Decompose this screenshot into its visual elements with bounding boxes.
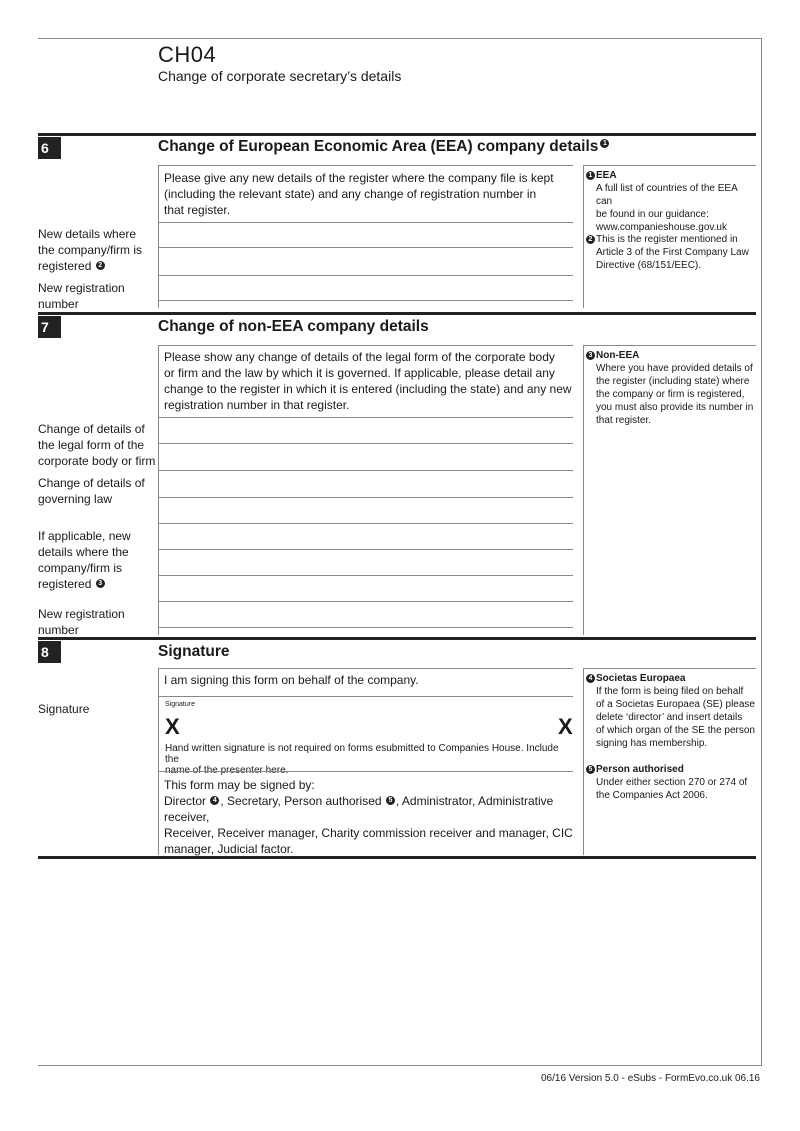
note-marker-3: 3 [96, 579, 105, 588]
guidance-text: Directive (68/151/EEC). [596, 260, 702, 271]
note-marker-1: 1 [600, 139, 609, 148]
note-marker-4: 4 [210, 796, 219, 805]
instruction-line: or firm and the law by which it is governed. If applicable, please detail any [164, 366, 555, 380]
label-line: registered [38, 259, 92, 273]
instruction-line: Please give any new details of the register where the company file is kept [164, 171, 554, 185]
section-6-instruction [164, 170, 554, 218]
label-new-details [38, 226, 156, 274]
label-new-registration-number [38, 606, 156, 638]
guidance-text: be found in our guidance: [596, 209, 709, 220]
guidance-text: of which organ of the SE the person [596, 725, 755, 736]
label-governing-law [38, 475, 156, 507]
guidance-person-authorised [586, 763, 756, 802]
new-details-field-1[interactable] [159, 524, 573, 549]
label-line: New registration [38, 281, 125, 295]
note-marker-5: 5 [386, 796, 395, 805]
new-details-field-3[interactable] [159, 576, 573, 601]
footer-version: 06/16 Version 5.0 - eSubs - FormEvo.co.uk 06.16 [540, 1073, 760, 1084]
section-7-number: 7 [38, 316, 61, 338]
guidance-text: of a Societas Europaea (SE) please [596, 699, 755, 710]
guidance-heading: EEA [596, 170, 617, 181]
guidance-text: If the form is being filed on behalf [596, 686, 744, 697]
form-code: CH04 [158, 42, 217, 67]
section-6-number: 6 [38, 137, 61, 159]
guidance-text: Article 3 of the First Company Law [596, 247, 749, 258]
guidance-text: Under either section 270 or 274 of [596, 777, 748, 788]
label-line: registered [38, 577, 92, 591]
guidance-register [586, 233, 756, 272]
signature-caption: Signature [165, 701, 195, 708]
signature-note-line: Hand written signature is not required on forms esubmitted to Companies House. Include the [165, 743, 559, 765]
guidance-non-eea [586, 349, 756, 427]
instruction-line: (including the relevant state) and any change of registration number in [164, 187, 537, 201]
guidance-number: 3 [586, 351, 595, 360]
label-line: the company/firm is [38, 243, 143, 257]
label-line: New registration [38, 607, 125, 621]
label-line: company/firm is [38, 561, 123, 575]
section-6-title [158, 138, 609, 156]
field-divider [158, 771, 573, 772]
label-line: New details where [38, 227, 137, 241]
guidance-text: signing has membership. [596, 738, 708, 749]
guidance-text: Where you have provided details of [596, 363, 753, 374]
label-line: number [38, 623, 79, 637]
guidance-number: 2 [586, 235, 595, 244]
label-line: corporate body or firm [38, 454, 156, 468]
guidance-heading: Non-EEA [596, 350, 640, 361]
guidance-text: This is the register mentioned in [596, 234, 738, 245]
signature-mark-right: X [558, 714, 573, 739]
page-frame-bottom [38, 1065, 762, 1066]
section-8-title: Signature [158, 643, 230, 660]
instruction-line: change to the register in which it is entered (including the state) and any new [164, 382, 572, 396]
label-line: Change of details of [38, 476, 145, 490]
new-registration-number-field[interactable] [159, 602, 573, 627]
signatory-line [164, 793, 574, 825]
section-8-number: 8 [38, 641, 61, 663]
instruction-line: Please show any change of details of the legal form of the corporate body [164, 350, 555, 364]
section-8-rule [38, 637, 756, 640]
section-7-instruction [164, 349, 572, 413]
guidance-text: A full list of countries of the EEA can [596, 183, 738, 207]
signing-statement: I am signing this form on behalf of the company. [164, 673, 419, 687]
signatory-line: Receiver, Receiver manager, Charity commission receiver and manager, CIC [164, 826, 573, 840]
label-new-registration-number [38, 280, 156, 312]
label-line: If applicable, new [38, 529, 131, 543]
guidance-heading: Person authorised [596, 764, 684, 775]
label-line: details where the [38, 545, 129, 559]
guidance-number: 1 [586, 171, 595, 180]
guidance-text: the Companies Act 2006. [596, 790, 708, 801]
new-details-field-2[interactable] [159, 248, 573, 274]
guidance-text: that register. [596, 415, 652, 426]
guidance-societas-europaea [586, 672, 756, 750]
section-8-bottom-rule [38, 856, 756, 859]
field-divider [158, 627, 573, 628]
signatory-list [164, 777, 574, 857]
label-line: number [38, 297, 79, 311]
guidance-number: 4 [586, 674, 595, 683]
note-marker-2: 2 [96, 261, 105, 270]
guidance-text: the register (including state) where [596, 376, 750, 387]
label-line: Change of details of [38, 422, 145, 436]
form-subtitle: Change of corporate secretary’s details [158, 68, 402, 84]
guidance-text: you must also provide its number in [596, 402, 754, 413]
signatory-text: , Administrator, Administrative receiver, [164, 794, 554, 824]
signatory-line: manager, Judicial factor. [164, 842, 294, 856]
instruction-line: that register. [164, 203, 231, 217]
signatory-text: , Secretary, Person authorised [220, 794, 382, 808]
new-details-field-1[interactable] [159, 223, 573, 247]
signature-mark-left: X [165, 714, 180, 739]
label-signature: Signature [38, 702, 90, 716]
guidance-text: www.companieshouse.gov.uk [596, 222, 727, 233]
section-7-title: Change of non-EEA company details [158, 318, 429, 335]
governing-law-field-1[interactable] [159, 471, 573, 497]
label-new-details [38, 528, 156, 592]
section-6-title-text: Change of European Economic Area (EEA) company details [158, 138, 599, 155]
instruction-line: registration number in that register. [164, 398, 350, 412]
new-registration-number-field[interactable] [159, 276, 573, 300]
legal-form-field-2[interactable] [159, 444, 573, 470]
guidance-text: delete ‘director’ and insert details [596, 712, 743, 723]
signatory-heading: This form may be signed by: [164, 778, 315, 792]
page-frame-top [38, 38, 762, 39]
label-line: the legal form of the [38, 438, 145, 452]
label-legal-form [38, 421, 156, 469]
governing-law-field-2[interactable] [159, 498, 573, 523]
label-line: governing law [38, 492, 113, 506]
signatory-text: Director [164, 794, 207, 808]
section-7-rule [38, 312, 756, 315]
guidance-eea [586, 169, 756, 234]
guidance-heading: Societas Europaea [596, 673, 686, 684]
section-6-rule [38, 133, 756, 136]
field-divider [158, 300, 573, 301]
guidance-text: the company or firm is registered, [596, 389, 745, 400]
page-frame-right [761, 38, 762, 1065]
guidance-number: 5 [586, 765, 595, 774]
new-details-field-2[interactable] [159, 550, 573, 575]
legal-form-field-1[interactable] [159, 418, 573, 443]
